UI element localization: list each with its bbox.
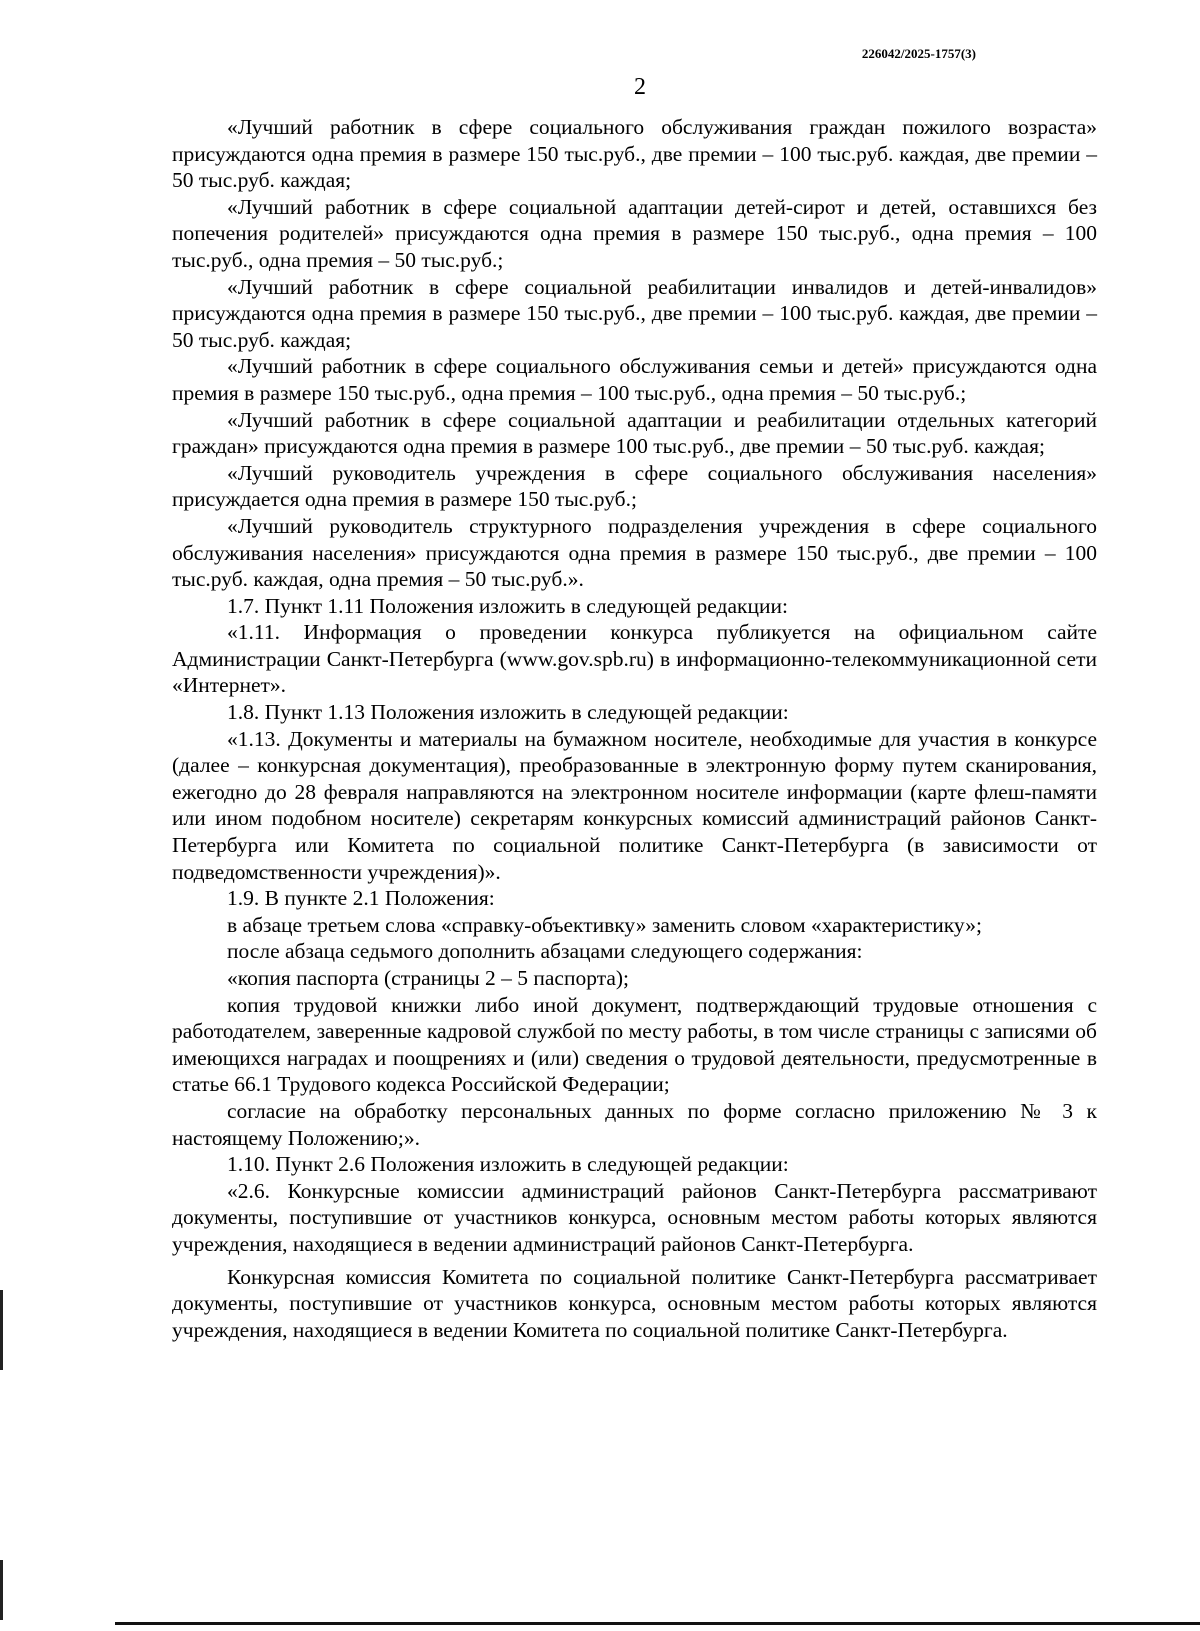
scan-edge-mark	[0, 1560, 3, 1620]
paragraph: 1.8. Пункт 1.13 Положения изложить в следующей редакции:	[227, 700, 789, 725]
paragraph: «Лучший руководитель структурного подразделения учреждения в сфере социального обслуживания населения» присуждаются одна премия в размере 150 тыс.руб., две премии – 100 тыс.руб. каждая, одна премия – 50 тыс.руб.».	[172, 513, 1097, 592]
paragraph: «Лучший руководитель учреждения в сфере социального обслуживания населения» присуждается одна премия в размере 150 тыс.руб.;	[172, 460, 1097, 512]
paragraph: в абзаце третьем слова «справку-объективку» заменить словом «характеристику»;	[227, 912, 982, 937]
paragraph: «2.6. Конкурсные комиссии администраций районов Санкт-Петербурга рассматривают документы, поступившие от участников конкурса, основным местом работы которых являются учреждения, находящиеся в ведении администраций районов Санкт-Петербурга.	[172, 1178, 1097, 1256]
paragraph: 1.9. В пункте 2.1 Положения:	[227, 886, 495, 911]
document-number: 226042/2025-1757(3)	[861, 46, 976, 61]
scan-edge-mark	[0, 1290, 3, 1370]
paragraph: «Лучший работник в сфере социальной реабилитации инвалидов и детей-инвалидов» присуждаются одна премия в размере 150 тыс.руб., две премии – 100 тыс.руб. каждая, две премии – 50 тыс.руб. каждая;	[172, 274, 1097, 352]
paragraph: 1.7. Пункт 1.11 Положения изложить в следующей редакции:	[227, 593, 788, 618]
paragraph: «1.11. Информация о проведении конкурса публикуется на официальном сайте Администрации Санкт-Петербурга (www.gov.spb.ru) в информационно-телекоммуникационной сети «Интернет».	[172, 620, 1097, 698]
paragraph: «Лучший работник в сфере социального обслуживания граждан пожилого возраста» присуждаются одна премия в размере 150 тыс.руб., две премии – 100 тыс.руб. каждая, две премии – 50 тыс.руб. каждая;	[172, 115, 1097, 193]
page-number: 2	[634, 74, 646, 100]
paragraph: после абзаца седьмого дополнить абзацами следующего содержания:	[227, 939, 863, 964]
paragraph: «копия паспорта (страницы 2 – 5 паспорта);	[227, 966, 630, 990]
paragraph: «Лучший работник в сфере социальной адаптации и реабилитации отдельных категорий граждан» присуждаются одна премия в размере 100 тыс.руб., две премии – 50 тыс.руб. каждая;	[172, 407, 1097, 459]
paragraph: 1.10. Пункт 2.6 Положения изложить в следующей редакции:	[227, 1152, 789, 1177]
paragraph: «Лучший работник в сфере социального обслуживания семьи и детей» присуждаются одна премия в размере 150 тыс.руб., одна премия – 100 тыс.руб., одна премия – 50 тыс.руб.;	[172, 354, 1097, 405]
document-body	[172, 114, 1097, 1343]
scan-bottom-edge	[115, 1622, 1200, 1625]
paragraph: Конкурсная комиссия Комитета по социальной политике Санкт-Петербурга рассматривает документы, поступившие от участников конкурса, основным местом работы которых являются учреждения, находящиеся в ведении Комитета по социальной политике Санкт-Петербурга.	[172, 1264, 1097, 1342]
paragraph: согласие на обработку персональных данных по форме согласно приложению № 3 к настоящему Положению;».	[172, 1098, 1097, 1150]
paragraph: «1.13. Документы и материалы на бумажном носителе, необходимые для участия в конкурсе (далее – конкурсная документация), преобразованные в электронную форму путем сканирования, ежегодно до 28 февраля направляются на электронном носителе информации (карте флеш-памяти или ином подобном носителе) секретарям конкурсных комиссий администраций районов Санкт-Петербурга или Комитета по социальной политике Санкт-Петербурга (в зависимости от подведомственности учреждения)».	[172, 726, 1097, 884]
paragraph: «Лучший работник в сфере социальной адаптации детей-сирот и детей, оставшихся без попечения родителей» присуждаются одна премия в размере 150 тыс.руб., одна премия – 100 тыс.руб., одна премия – 50 тыс.руб.;	[172, 194, 1097, 272]
paragraph: копия трудовой книжки либо иной документ, подтверждающий трудовые отношения с работодателем, заверенные кадровой службой по месту работы, в том числе страницы с записями об имеющихся наградах и поощрениях и (или) сведения о трудовой деятельности, предусмотренные в статье 66.1 Трудового кодекса Российской Федерации;	[172, 992, 1097, 1097]
